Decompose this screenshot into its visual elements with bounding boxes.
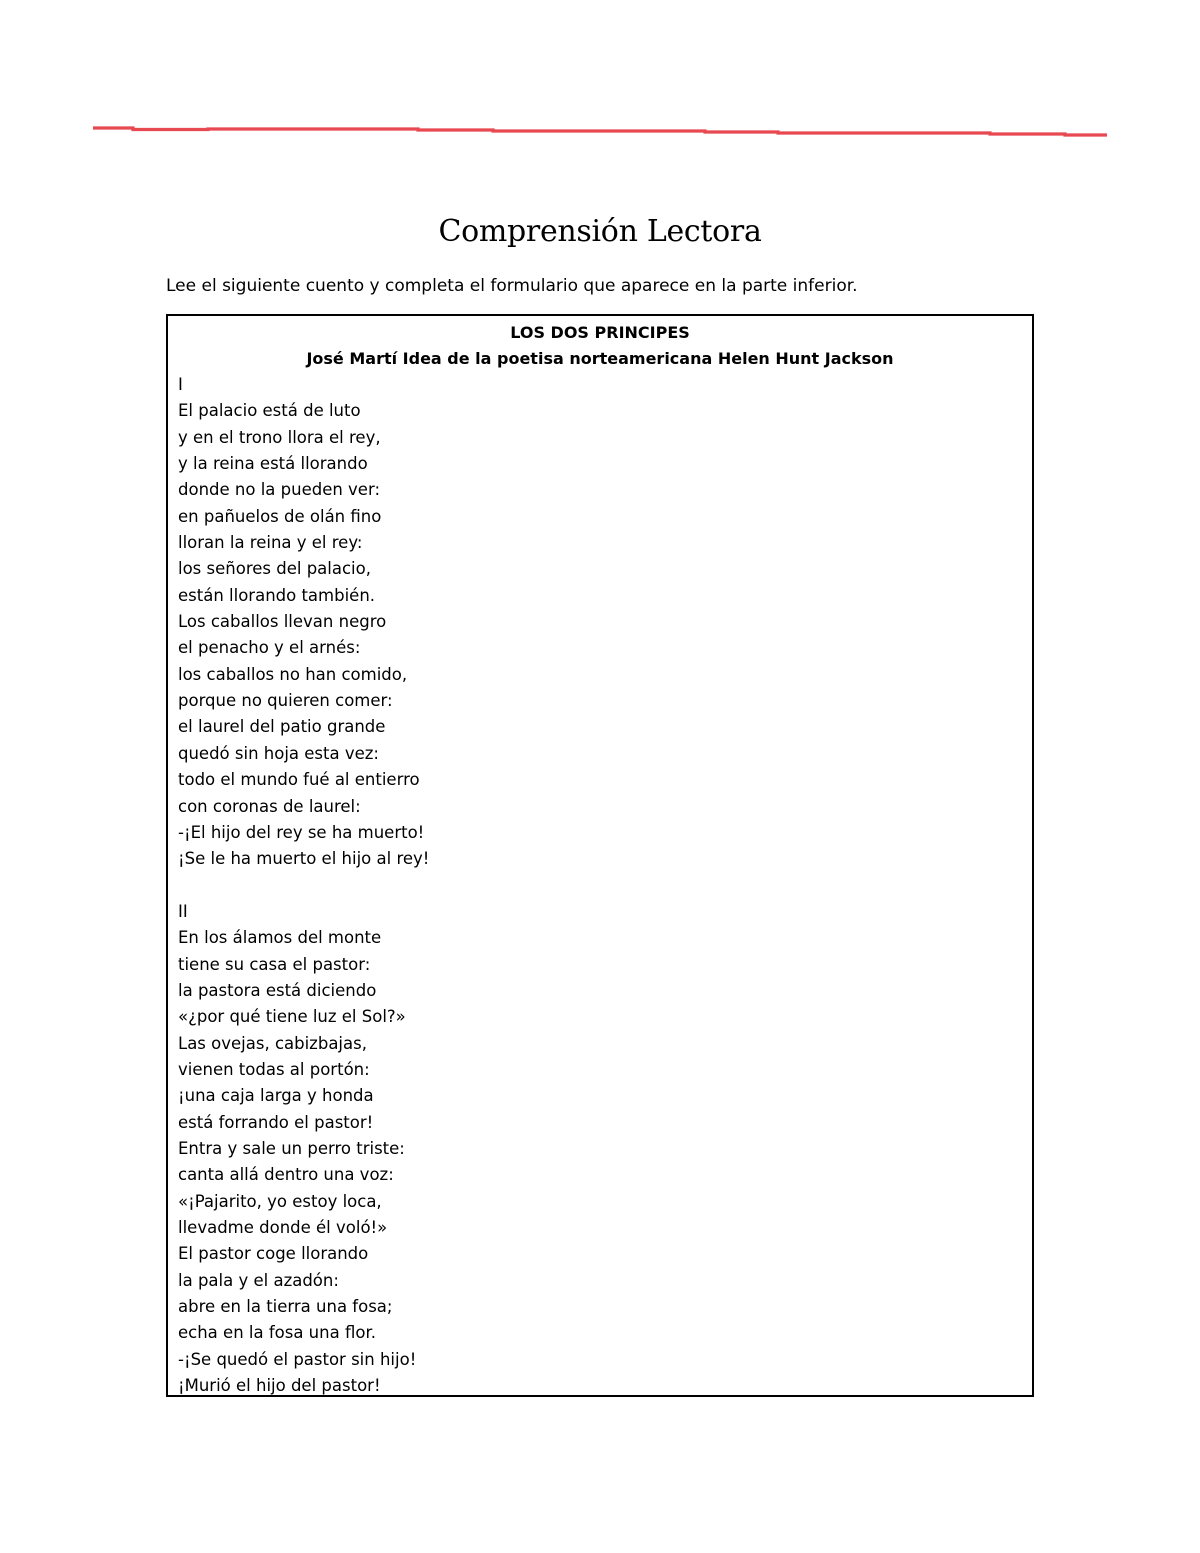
poem-box [166, 314, 1034, 1397]
poem-line: todo el mundo fué al entierro [178, 770, 420, 790]
poem-line: llevadme donde él voló!» [178, 1218, 388, 1237]
poem-line: está forrando el pastor! [178, 1112, 374, 1132]
poem-line: en pañuelos de olán fino [178, 506, 382, 526]
poem-lines [178, 372, 429, 1399]
poem-line: quedó sin hoja esta vez: [178, 743, 379, 763]
poem-line: donde no la pueden ver: [178, 480, 381, 500]
poem-line: El pastor coge llorando [178, 1244, 369, 1264]
poem-line: ¡Se le ha muerto el hijo al rey! [178, 849, 430, 869]
poem-line: ¡Murió el hijo del pastor! [178, 1376, 381, 1396]
poem-line: ¡una caja larga y honda [178, 1086, 374, 1106]
poem-line: II [178, 901, 188, 921]
poem-line: canta allá dentro una voz: [178, 1165, 394, 1185]
poem-line: -¡Se quedó el pastor sin hijo! [178, 1349, 417, 1369]
poem-line: -¡El hijo del rey se ha muerto! [178, 822, 425, 842]
poem-line: la pastora está diciendo [178, 980, 377, 1000]
poem-line: En los álamos del monte [178, 928, 382, 948]
poem-line: lloran la reina y el rey: [178, 533, 363, 553]
poem-line: «¿por qué tiene luz el Sol?» [178, 1007, 406, 1027]
poem-line: abre en la tierra una fosa; [178, 1297, 393, 1317]
poem-line: los señores del palacio, [178, 559, 371, 579]
page-title: Comprensión Lectora [438, 214, 762, 249]
poem-line: el laurel del patio grande [178, 717, 386, 737]
poem-line: la pala y el azadón: [178, 1270, 339, 1290]
poem-line: El palacio está de luto [178, 401, 361, 421]
poem-line: Entra y sale un perro triste: [178, 1138, 405, 1158]
poem-title: LOS DOS PRINCIPES [510, 323, 690, 342]
poem-line: los caballos no han comido, [178, 664, 408, 684]
poem-line: están llorando también. [178, 585, 376, 605]
poem-line: y la reina está llorando [178, 454, 368, 474]
poem-line: Las ovejas, cabizbajas, [178, 1033, 367, 1053]
header-rule [93, 124, 1107, 138]
poem-line: echa en la fosa una flor. [178, 1323, 376, 1343]
poem-line: Los caballos llevan negro [178, 612, 387, 632]
poem-line: y en el trono llora el rey, [178, 427, 381, 447]
poem-line: el penacho y el arnés: [178, 638, 361, 658]
instructions-text: Lee el siguiente cuento y completa el formulario que aparece en la parte inferior. [166, 276, 858, 296]
poem-line: vienen todas al portón: [178, 1059, 370, 1079]
poem-line: con coronas de laurel: [178, 796, 361, 816]
poem-line: «¡Pajarito, yo estoy loca, [178, 1191, 382, 1211]
poem-line: porque no quieren comer: [178, 691, 393, 711]
poem-line: tiene su casa el pastor: [178, 954, 371, 974]
poem-line [178, 873, 429, 899]
poem-author-line: José Martí Idea de la poetisa norteamericana Helen Hunt Jackson [306, 349, 894, 368]
poem-line: I [178, 375, 183, 394]
